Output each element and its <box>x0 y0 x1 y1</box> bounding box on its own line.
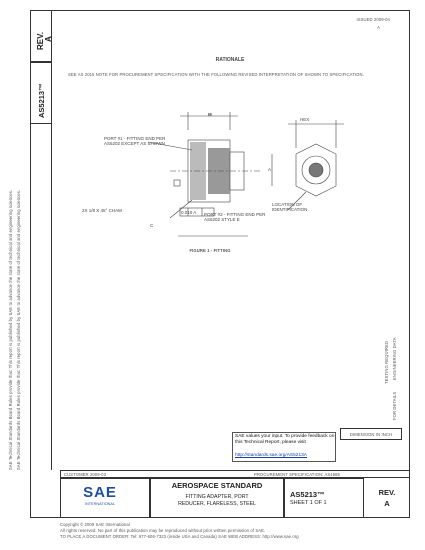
drawing-frame <box>30 10 410 518</box>
sae-logo-sub: INTERNATIONAL <box>84 502 116 506</box>
sae-feedback-text: SAE values your input. To provide feedback on this Technical Report, please visit <box>235 434 335 445</box>
leader-port2 <box>170 200 192 218</box>
category-title: AEROSPACE STANDARD <box>171 481 263 490</box>
rev-value: A <box>384 499 390 508</box>
datum-a-box <box>174 180 180 186</box>
title-block-top-row <box>60 470 410 478</box>
dim-c-label: C <box>150 223 154 228</box>
callout-port1: PORT #1 - FITTING END PER AS5202 EXCEPT AS SHOWN <box>104 136 166 146</box>
sae-logo: SAE <box>83 484 117 501</box>
left-margin-text-2: SAE Technical Standards Board Rules provide that: This report is published by SAE to advance the state of technical and engineering sciences. <box>16 189 21 470</box>
rev-tab-label: REV. <box>36 32 45 50</box>
dim-m-label: M <box>208 112 212 117</box>
gdt-label: 0.010 A <box>181 210 197 215</box>
fitting-drawing <box>60 100 360 260</box>
hex-bore <box>309 163 323 177</box>
dim-hex-label: HEX <box>300 117 310 122</box>
doc-number: AS5213™ <box>290 490 325 499</box>
units-box-label: DIMENSION IN INCH <box>349 432 393 437</box>
side-doc-number: AS5213™ <box>37 83 46 118</box>
side-note-a: TESTING REQUIRED <box>384 340 389 384</box>
customer-date: CUSTOMER 2009-03 <box>64 472 107 477</box>
sheet-number: SHEET 1 OF 1 <box>290 500 327 506</box>
footer-line-3: TO PLACE A DOCUMENT ORDER: Tel: 877-606-7323 (inside USA and Canada) SAE WEB ADDRESS: http://www.sae.org <box>60 534 299 539</box>
sae-feedback-link[interactable]: http://standards.sae.org/AS5213A <box>235 453 308 458</box>
dim-a-label: A <box>268 167 272 172</box>
callout-location: LOCATION OF IDENTIFICATION <box>272 202 308 212</box>
side-note-c: ENGINEERING DATA <box>392 337 397 380</box>
issue-stamp: ISSUED 2009-04 <box>356 17 390 22</box>
footer-line-1: Copyright © 2009 SAE International <box>60 522 130 527</box>
rev-tab-value: A <box>44 36 53 42</box>
rev-label: REV. <box>378 488 396 497</box>
part-title-2: REDUCER, FLARELESS, STEEL <box>178 501 256 507</box>
part-title-1: FITTING ADAPTER, PORT <box>185 494 249 500</box>
side-note-b: FOR DETAILS <box>392 391 397 420</box>
figure-caption: FIGURE 1 - FITTING <box>189 248 231 253</box>
left-margin-text: SAE Technical Standards Board Rules provide that: This report is published by SAE to advance the state of technical and engineering sciences. <box>8 189 13 470</box>
procurement-spec: PROCUREMENT SPECIFICATION: AS4865 <box>254 472 340 477</box>
callout-port2: PORT #2 - FITTING END PER AS5202 STYLE E <box>204 212 266 222</box>
rationale-text: SEE AS 2015 NOTE FOR PROCUREMENT SPECIFICATION WITH THE FOLLOWING REVISED INTERPRETATION OF SHOWN TO SPECIFICATION. <box>68 72 364 77</box>
callout-chamfer: 2X 1/8 X 45° CHAM <box>82 208 122 213</box>
footer-line-2: All rights reserved. No part of this publication may be reproduced without prior written permission of SAE. <box>60 528 266 533</box>
rationale-heading: RATIONALE <box>215 57 245 63</box>
issue-stamp-rev: A <box>377 25 380 30</box>
